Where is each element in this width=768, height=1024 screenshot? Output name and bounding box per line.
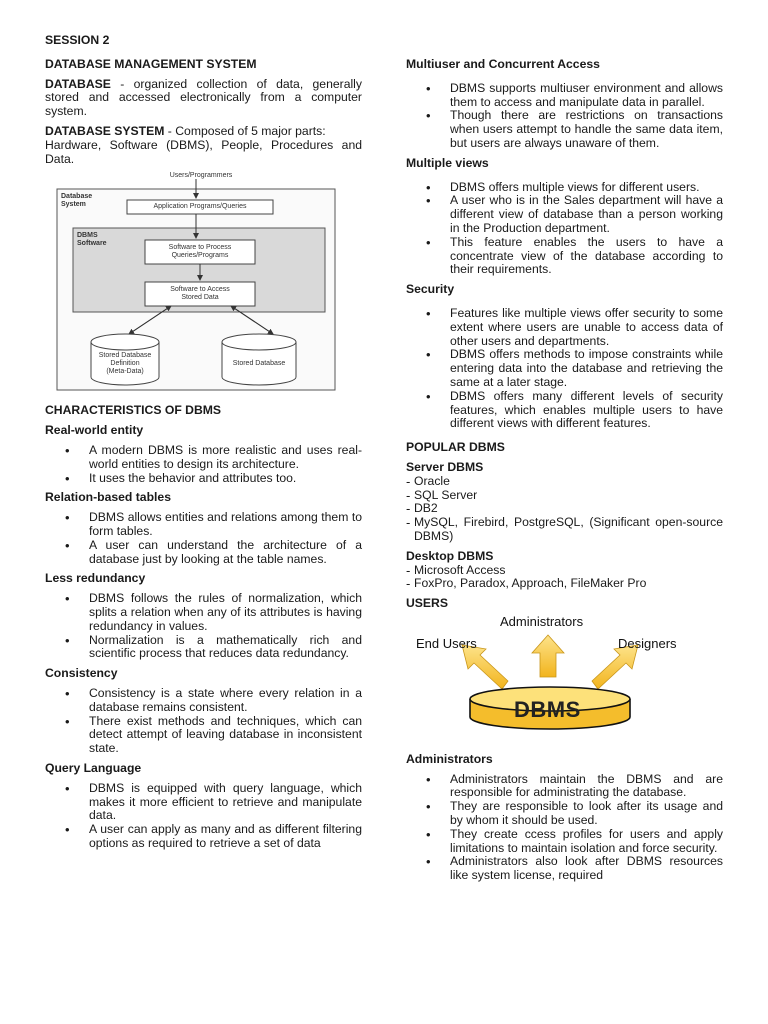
section-heading-less-redundancy: Less redundancy [45, 571, 146, 586]
list-item: • DBMS follows the rules of normalization, which splits a relation when any of its attributes is having redundancy in values. [45, 592, 362, 633]
section-heading-query-language: Query Language [45, 760, 142, 775]
dbsystem-parts: Hardware, Software (DBMS), People, Procedures and Data. [45, 137, 362, 166]
list-item: • A user who is in the Sales department will have a different view of database than a person working in the Production department. [406, 194, 723, 235]
popular-dbms-heading: POPULAR DBMS [406, 440, 505, 455]
list-item: - SQL Server [406, 489, 723, 503]
list-multiple-views [406, 181, 723, 278]
list-item: • It uses the behavior and attributes too. [45, 472, 362, 486]
dbms-cylinder-label: DBMS [514, 696, 581, 722]
list-query-language [45, 782, 362, 851]
list-item: - Oracle [406, 475, 723, 489]
diagram-dbms-software-label: DBMS Software [77, 232, 107, 248]
dbsystem-definition [45, 125, 362, 139]
dbsystem-term: DATABASE SYSTEM [45, 123, 165, 138]
left-column [45, 34, 362, 851]
right-column [406, 58, 723, 883]
list-item: • Features like multiple views offer security to some extent where users are unable to access data of other users and departments. [406, 307, 723, 348]
diagram-stored-database: Stored Database [232, 360, 286, 368]
list-administrators [406, 773, 723, 883]
list-item: • A user can apply as many and as different filtering options as required to retrieve a set of data [45, 823, 362, 851]
diagram-app-programs: Application Programs/Queries [153, 203, 247, 211]
list-item: • DBMS supports multiuser environment and allows them to access and manipulate data in parallel. [406, 82, 723, 110]
users-figure [414, 613, 714, 747]
list-item: - Microsoft Access [406, 564, 723, 578]
dbsystem-def-text: - Composed of 5 major parts: [164, 123, 326, 138]
section-heading-multiple-views: Multiple views [406, 155, 489, 170]
database-system-diagram [51, 172, 341, 394]
page-title: DATABASE MANAGEMENT SYSTEM [45, 56, 257, 71]
diagram-process-box: Software to Process Queries/Programs [168, 244, 232, 260]
arrow-left-icon [462, 645, 508, 689]
database-def-text: - organized collection of data, generally stored and accessed electronically from a computer system. [45, 76, 362, 119]
list-item: • They create ccess profiles for users and apply limitations to maintain isolation and force security. [406, 828, 723, 856]
list-item: • There exist methods and techniques, which can detect attempt of leaving database in inconsistent state. [45, 715, 362, 756]
list-item: - MySQL, Firebird, PostgreSQL, (Significant open-source DBMS) [406, 516, 723, 544]
list-relation-tables [45, 511, 362, 566]
list-multiuser [406, 82, 723, 151]
section-heading-security: Security [406, 282, 455, 297]
diagram-stored-definition: Stored Database Definition (Meta-Data) [98, 352, 152, 376]
list-item: • A modern DBMS is more realistic and uses real-world entities to design its architecture. [45, 444, 362, 472]
database-definition [45, 78, 362, 119]
list-item: • DBMS is equipped with query language, which makes it more efficient to retrieve and manipulate data. [45, 782, 362, 823]
list-item: • Administrators also look after DBMS resources like system license, required [406, 855, 723, 883]
list-item: • This feature enables the users to have a concentrate view of the database according to their requirements. [406, 236, 723, 277]
diagram-access-box: Software to Access Stored Data [170, 286, 230, 302]
desktop-dbms-heading: Desktop DBMS [406, 548, 494, 563]
end-users-label: End Users [416, 635, 477, 651]
administrators-label: Administrators [500, 613, 584, 629]
section-heading-multiuser: Multiuser and Concurrent Access [406, 57, 600, 71]
list-item: • Though there are restrictions on transactions when users attempt to handle the same data item, but users are always unaware of them. [406, 109, 723, 150]
arrow-right-icon [592, 645, 638, 689]
diagram-users-label: Users/Programmers [169, 172, 233, 180]
characteristics-heading: CHARACTERISTICS OF DBMS [45, 403, 222, 418]
list-item: • A user can understand the architecture of a database just by looking at the table names. [45, 539, 362, 567]
diagram-database-system-label: Database System [61, 193, 93, 209]
users-heading: USERS [406, 596, 448, 611]
list-item: • DBMS offers multiple views for different users. [406, 181, 723, 195]
list-item: - DB2 [406, 502, 723, 516]
list-item: - FoxPro, Paradox, Approach, FileMaker Pro [406, 577, 723, 591]
list-item: • DBMS offers many different levels of security features, which enables multiple users to have different views with different features. [406, 390, 723, 431]
list-real-world [45, 444, 362, 485]
designers-label: Designers [618, 635, 677, 651]
list-item: • Administrators maintain the DBMS and are responsible for administrating the database. [406, 773, 723, 801]
list-less-redundancy [45, 592, 362, 661]
administrators-heading: Administrators [406, 751, 493, 766]
desktop-dbms-list [406, 564, 723, 592]
session-label: SESSION 2 [45, 33, 110, 47]
list-consistency [45, 687, 362, 756]
list-item: • DBMS allows entities and relations among them to form tables. [45, 511, 362, 539]
list-security [406, 307, 723, 431]
section-heading-consistency: Consistency [45, 666, 118, 681]
server-dbms-heading: Server DBMS [406, 459, 484, 474]
arrow-up-icon [532, 635, 564, 677]
list-item: • DBMS offers methods to impose constraints while entering data into the database and retrieving the same at a later stage. [406, 348, 723, 389]
server-dbms-list [406, 475, 723, 544]
list-item: • Consistency is a state where every relation in a database remains consistent. [45, 687, 362, 715]
section-heading-real-world: Real-world entity [45, 423, 144, 438]
list-item: • Normalization is a mathematically rich and scientific process that reduces data redundancy. [45, 634, 362, 662]
section-heading-relation-tables: Relation-based tables [45, 490, 171, 505]
database-term: DATABASE [45, 76, 111, 91]
list-item: • They are responsible to look after its usage and by whom it should be used. [406, 800, 723, 828]
